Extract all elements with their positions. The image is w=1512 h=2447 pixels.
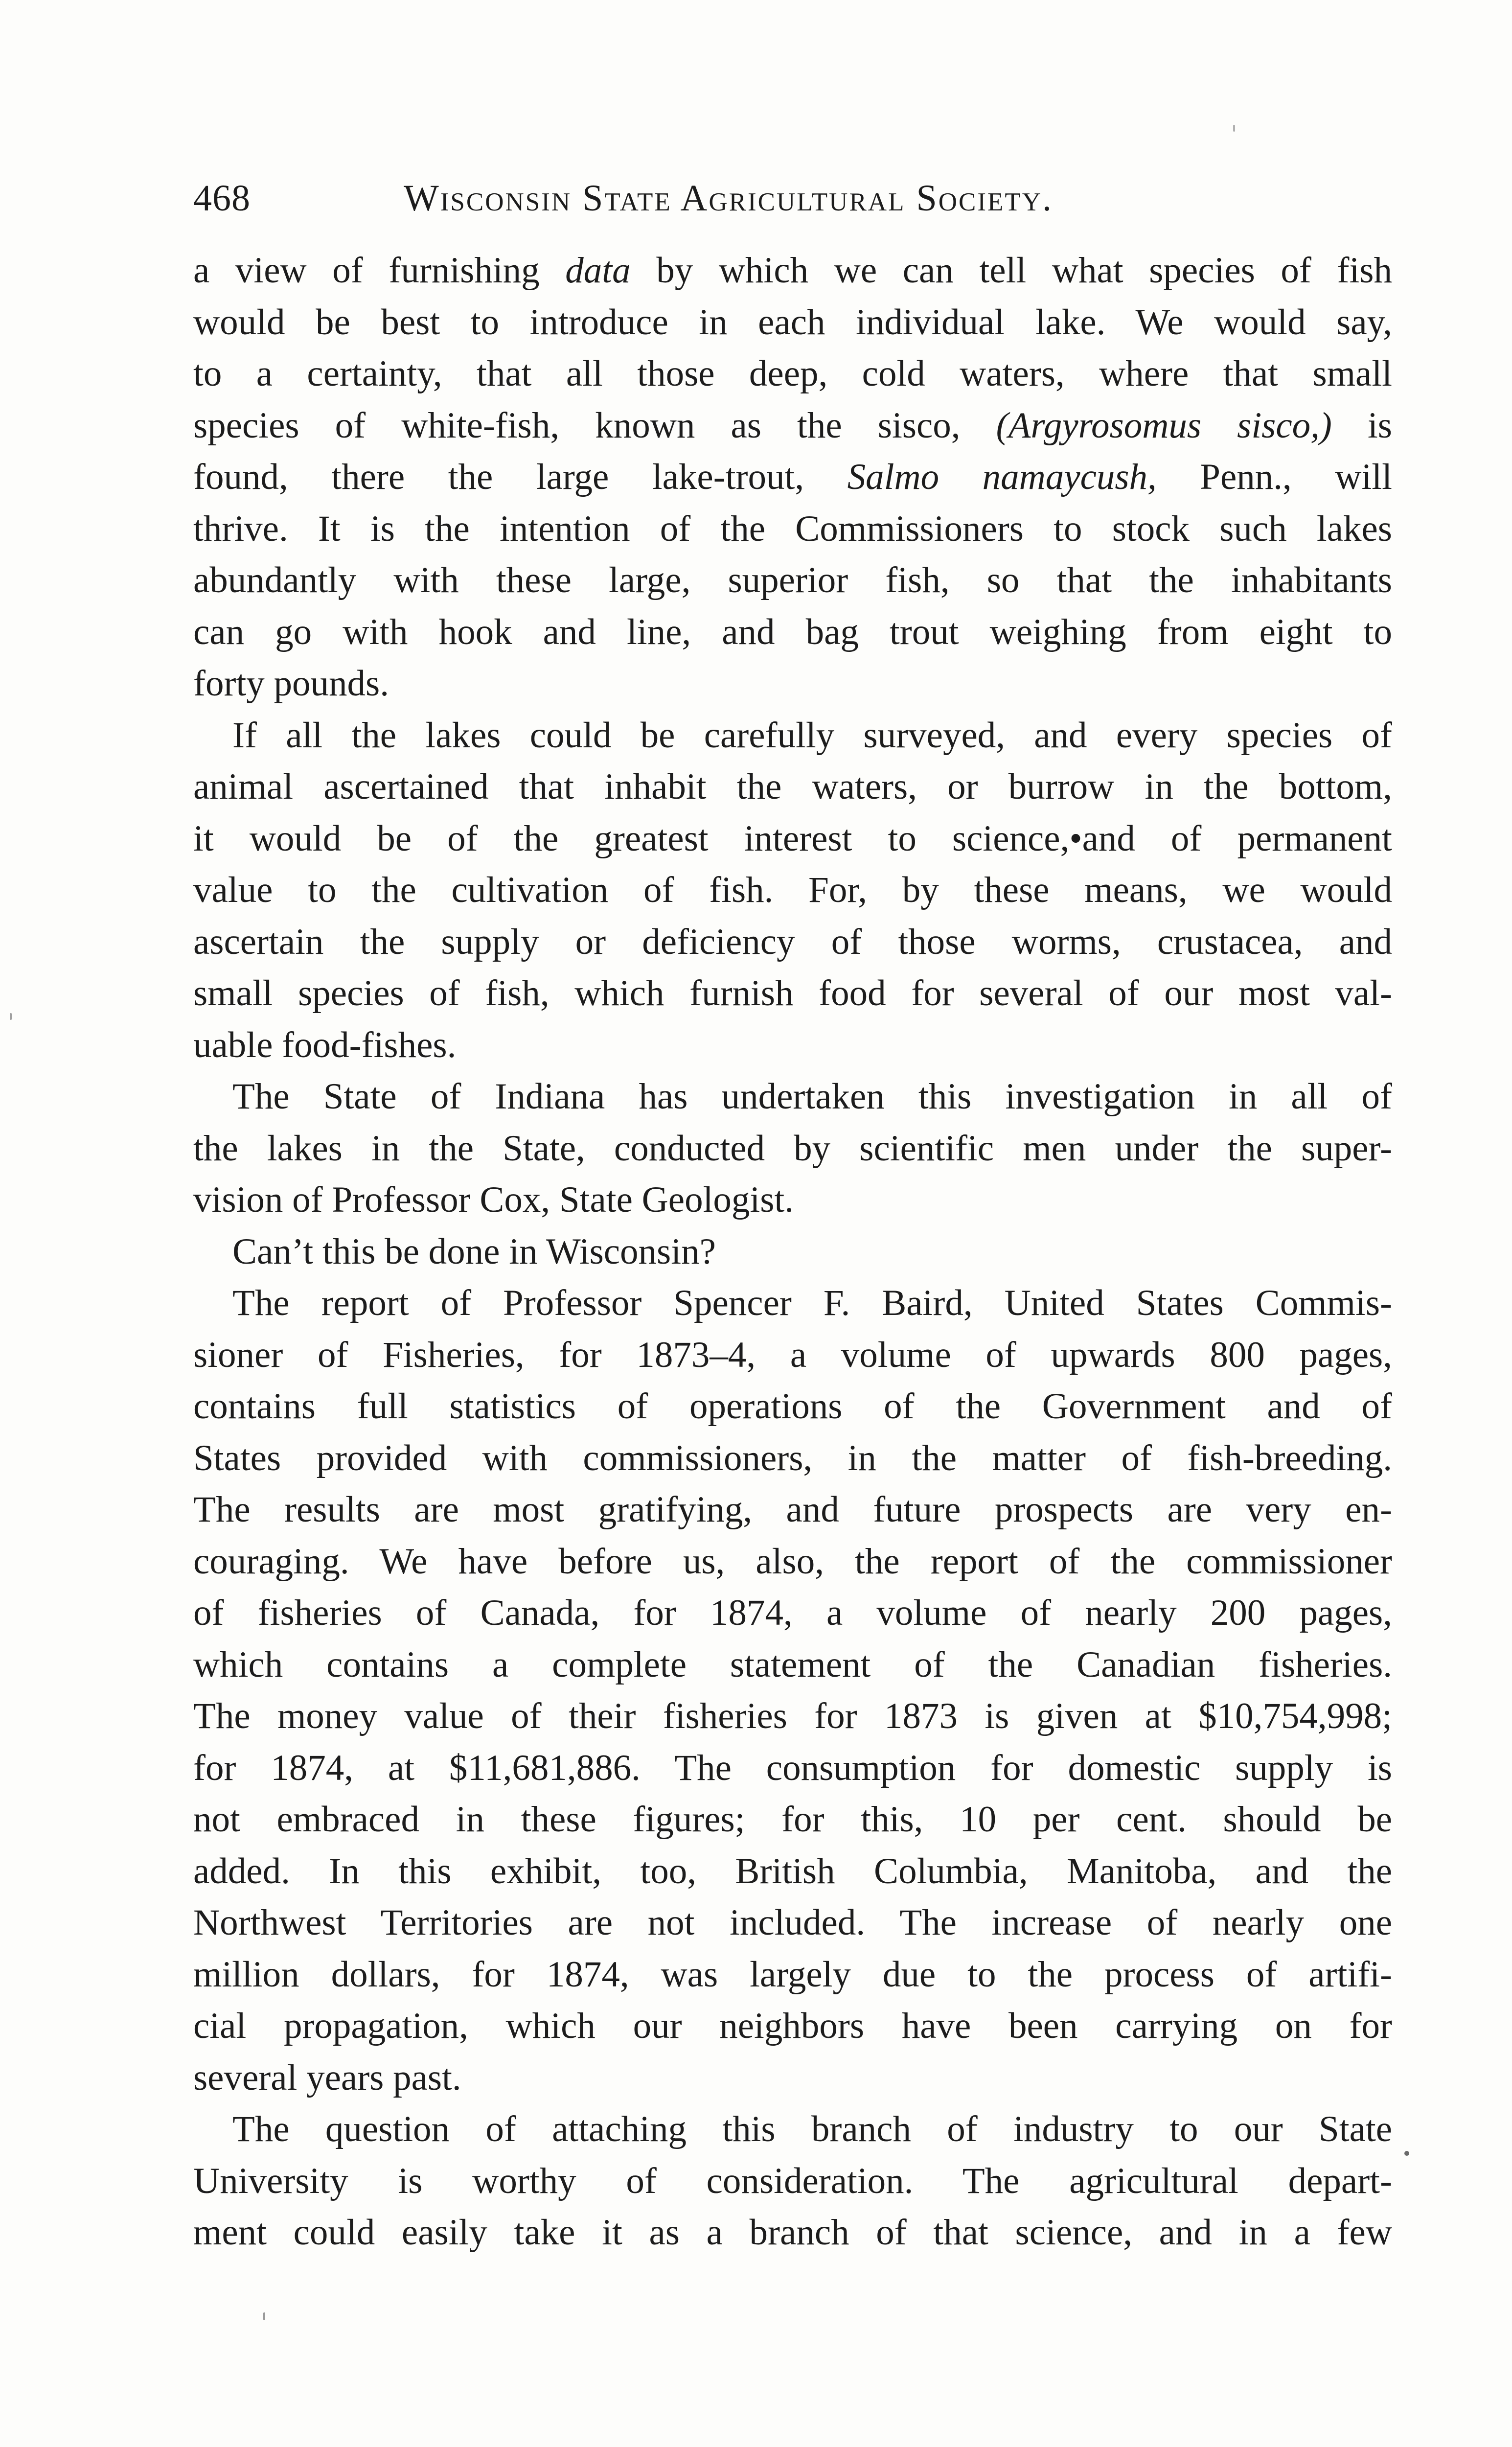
text-run: by which we can tell what species of fish	[630, 250, 1392, 291]
text-run: ment could easily take it as a branch of that science, and in a few	[193, 2212, 1392, 2253]
text-line	[193, 400, 1392, 452]
italic-run: data	[565, 250, 631, 291]
text-line	[193, 554, 1392, 606]
scan-speck	[263, 2312, 265, 2320]
text-line	[193, 1123, 1392, 1175]
text-line	[193, 1381, 1392, 1432]
text-run: species of white-fish, known as the sisco,	[193, 405, 996, 446]
text-run: cial propagation, which our neighbors have been carrying on for	[193, 2006, 1392, 2046]
text-run: sioner of Fisheries, for 1873–4, a volume of upwards 800 pages,	[193, 1334, 1392, 1375]
text-line	[193, 864, 1392, 916]
text-line	[193, 2000, 1392, 2052]
text-line	[193, 2052, 1392, 2104]
text-run: thrive. It is the intention of the Commissioners to stock such lakes	[193, 508, 1392, 549]
text-line	[193, 968, 1392, 1019]
text-line	[193, 710, 1392, 762]
page-header	[193, 169, 1387, 228]
text-run: The State of Indiana has undertaken this investigation in all of	[232, 1076, 1392, 1117]
running-head: Wisconsin State Agricultural Society.	[404, 178, 1054, 219]
text-run: it would be of the greatest interest to science,•and of permanent	[193, 818, 1392, 859]
text-run: ascertain the supply or deficiency of those worms, crustacea, and	[193, 921, 1392, 962]
scan-speck	[10, 1013, 12, 1020]
text-line	[193, 1690, 1392, 1742]
text-run: can go with hook and line, and bag trout weighing from eight to	[193, 611, 1392, 652]
text-run: Can’t this be done in Wisconsin?	[232, 1231, 716, 1272]
text-run: uable food-fishes.	[193, 1024, 457, 1065]
text-run: University is worthy of consideration. The agricultural depart-	[193, 2160, 1392, 2201]
text-line	[193, 1277, 1392, 1329]
text-run: forty pounds.	[193, 663, 389, 704]
text-line	[193, 1019, 1392, 1071]
text-line	[193, 1071, 1392, 1123]
text-run: not embraced in these figures; for this, 10 per cent. should be	[193, 1799, 1392, 1840]
italic-run: (Argyrosomus sisco,)	[996, 405, 1332, 446]
text-line	[193, 2103, 1392, 2155]
text-line	[193, 1949, 1392, 2001]
page-number: 468	[193, 178, 251, 219]
text-run: of fisheries of Canada, for 1874, a volume of nearly 200 pages,	[193, 1593, 1392, 1633]
text-line	[193, 761, 1392, 813]
text-line	[193, 1226, 1392, 1278]
text-line	[193, 1794, 1392, 1846]
text-line	[193, 1174, 1392, 1226]
text-line	[193, 1846, 1392, 1897]
text-line	[193, 658, 1392, 710]
text-run: The report of Professor Spencer F. Baird, United States Commis-	[232, 1283, 1392, 1323]
text-line	[193, 348, 1392, 400]
body-text	[193, 245, 1392, 2259]
text-line	[193, 1587, 1392, 1639]
text-line	[193, 1897, 1392, 1949]
text-run: couraging. We have before us, also, the report of the commissioner	[193, 1541, 1392, 1582]
text-line	[193, 503, 1392, 555]
text-run: for 1874, at $11,681,886. The consumption for domestic supply is	[193, 1747, 1392, 1788]
text-run: States provided with commissioners, in the matter of fish-breeding.	[193, 1437, 1392, 1478]
text-line	[193, 916, 1392, 968]
text-run: several years past.	[193, 2057, 461, 2098]
italic-run: Salmo namaycush,	[847, 457, 1157, 497]
text-run: a view of furnishing	[193, 250, 566, 291]
text-run: value to the cultivation of fish. For, by these means, we would	[193, 870, 1392, 910]
text-run: abundantly with these large, superior fish, so that the inhabitants	[193, 560, 1392, 600]
text-run: Northwest Territories are not included. The increase of nearly one	[193, 1902, 1392, 1943]
text-line	[193, 1536, 1392, 1588]
text-line	[193, 451, 1392, 503]
text-line	[193, 1742, 1392, 1794]
text-run: vision of Professor Cox, State Geologist.	[193, 1179, 794, 1220]
text-run: small species of fish, which furnish food for several of our most val-	[193, 973, 1392, 1014]
text-line	[193, 813, 1392, 865]
text-run: The money value of their fisheries for 1873 is given at $10,754,998;	[193, 1696, 1392, 1736]
text-run: million dollars, for 1874, was largely due to the process of artifi-	[193, 1954, 1392, 1995]
text-run: Penn., will	[1156, 457, 1392, 497]
text-run: contains full statistics of operations of the Government and of	[193, 1386, 1392, 1427]
text-run: is	[1331, 405, 1392, 446]
text-line	[193, 2155, 1392, 2207]
text-run: would be best to introduce in each individual lake. We would say,	[193, 301, 1392, 343]
text-line	[193, 1639, 1392, 1691]
text-run: found, there the large lake-trout,	[193, 457, 848, 497]
text-line	[193, 1432, 1392, 1484]
text-run: animal ascertained that inhabit the waters, or burrow in the bottom,	[193, 766, 1392, 807]
text-run: If all the lakes could be carefully surveyed, and every species of	[232, 715, 1392, 756]
scan-speck	[1233, 125, 1235, 132]
text-run: The question of attaching this branch of industry to our State	[232, 2109, 1392, 2149]
text-run: the lakes in the State, conducted by scientific men under the super-	[193, 1128, 1392, 1169]
text-line	[193, 2207, 1392, 2259]
text-line	[193, 1484, 1392, 1536]
text-run: added. In this exhibit, too, British Columbia, Manitoba, and the	[193, 1850, 1392, 1892]
text-run: to a certainty, that all those deep, cold waters, where that small	[193, 353, 1392, 394]
text-line	[193, 606, 1392, 658]
text-line	[193, 245, 1392, 297]
text-run: The results are most gratifying, and future prospects are very en-	[193, 1489, 1392, 1530]
text-run: which contains a complete statement of the Canadian fisheries.	[193, 1644, 1392, 1685]
scan-speck	[1404, 2151, 1409, 2156]
text-line	[193, 297, 1392, 348]
text-line	[193, 1329, 1392, 1381]
